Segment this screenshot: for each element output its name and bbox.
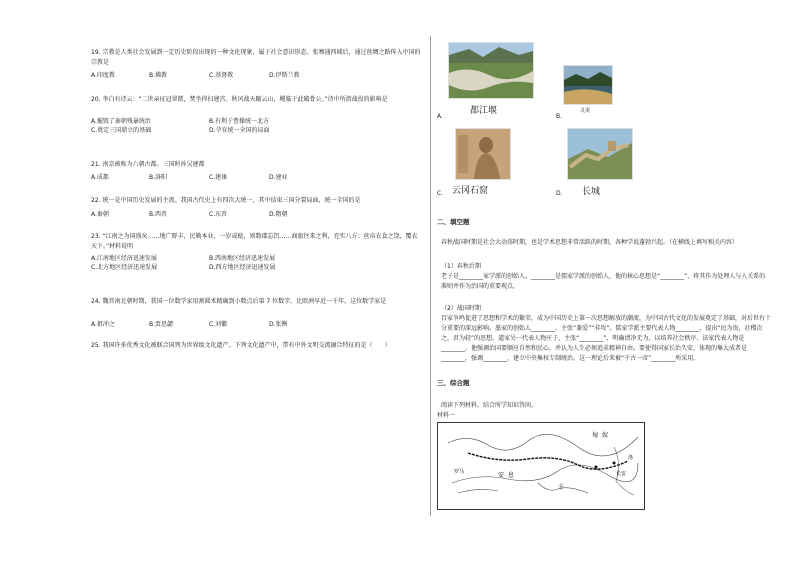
option-d[interactable]: D.西方地区经济迅速发展 — [209, 264, 276, 271]
buddha-statue-icon — [456, 129, 510, 179]
question-25 — [91, 341, 421, 351]
option-b[interactable]: B.佛教 — [149, 72, 168, 79]
map-label-nu: 奴 — [602, 432, 609, 439]
option-d[interactable]: D.张衡 — [269, 321, 288, 328]
map-label-xiong: 匈 — [592, 432, 599, 439]
picture-a-letter: A. — [437, 113, 443, 120]
question-text: 21. 南京被称为六朝古都。三国时孙吴建都 — [91, 161, 205, 168]
map-label-qian: 千 — [558, 484, 565, 491]
question-19 — [91, 48, 421, 68]
picture-a[interactable] — [448, 42, 534, 99]
option-d[interactable]: D.建业 — [269, 174, 288, 181]
section-2-sub1-title: （1）春秋后期 — [441, 263, 481, 270]
option-b[interactable]: B.有利于曹操统一北方 — [209, 118, 270, 125]
question-text: 19. 宗教是人类社会发展到一定历史阶段出现的一种文化现象，属于社会意识形态。张骞通西域后，通过丝绸之路传入中国的宗教是 — [91, 49, 421, 66]
option-d[interactable]: D.伊斯兰教 — [269, 72, 300, 79]
question-text: 23. “江南之为国盛矣……地广野丰，民勤本业，一岁或稔，则数郡忘饥……商旅往来之利，充实八方；丝帛衣食之饶，覆衣天下。”材料说明 — [91, 233, 418, 250]
map-label-luo: 洛 — [628, 455, 634, 461]
picture-b-letter: B. — [556, 113, 563, 120]
picture-c-letter: C. — [437, 190, 444, 197]
section-3-material: 材料一 — [437, 412, 456, 419]
section-2-intro: 春秋战国时期是社会大动荡时期，也是学术思想非常活跃的时期，各种学说蓬勃兴起。（在横线上填写相关内容） — [441, 239, 739, 246]
option-c[interactable]: C.建康 — [209, 174, 228, 181]
question-text: 20. 李白有诗云：“二世亲征冠翠微，焚坐捍扫建宫。秋风战天颐云山，飓临于此破骨公。”诗中所指战役的影响是 — [91, 96, 388, 103]
great-wall-icon — [568, 129, 632, 179]
canal-landscape-icon — [564, 66, 612, 104]
option-a[interactable]: A.摧毁了秦朝残暴统治 — [91, 118, 151, 125]
option-b[interactable]: B.西南地区经济迅速发展 — [209, 255, 276, 262]
river-landscape-icon — [449, 43, 533, 98]
silk-road-map — [437, 422, 645, 510]
option-a[interactable]: A.印度教 — [91, 72, 115, 79]
picture-a-label: 都江堰 — [470, 106, 498, 116]
section-2-sub2-title: （2）战国时期 — [441, 305, 481, 312]
option-a[interactable]: A.秦朝 — [91, 211, 109, 218]
section-3-prompt: 阅读下列材料，结合所学知识答问。 — [441, 402, 538, 409]
picture-b-label: 灵渠 — [580, 108, 591, 114]
question-24 — [91, 297, 421, 307]
map-label-changan: 长安 — [616, 471, 627, 477]
option-d[interactable]: D.隋朝 — [269, 211, 288, 218]
question-text: 22. 统一是中国历史发展的主流。我国古代史上有四次大统一，其中结束三国分裂局面，统一全国的是 — [91, 197, 361, 204]
option-b[interactable]: B.洛阳 — [149, 174, 168, 181]
question-21 — [91, 160, 421, 170]
map-label-xi: 息 — [508, 472, 515, 479]
map-label-an: 安 — [498, 472, 505, 479]
section-2-sub2-text: 百家争鸣促进了思想和学术的繁荣，成为中国历史上第一次思想解放的潮流，为中国古代文化的发展奠定了基础，对后世有十分重要的深远影响。墨家的创始人________，主张“兼爱”“非攻”。儒家学派主要代表人物________，提出“民为贵，社稷次之，君为轻”的思想。道家另一代表人物庄子，主张“________”，明确清净无为，以培养社会秩序。法家代表人物是________，他强调治国要顺应自然和民心，并认为人生必须追求精神自由。要使得国家长治久安，体现的集大成者是________，强调________，建立中央集权专制统治。这一理论后来被“千古一帝”________所采用。 — [441, 315, 772, 362]
picture-d-letter: D. — [556, 190, 563, 197]
question-text: 24. 魏晋南北朝时期，我国一位数学家用割圆术精确到小数点后第 7 位数字，比欧洲早近一千年。这位数学家是 — [91, 298, 387, 305]
section-2-title: 二、填空题 — [437, 218, 470, 226]
question-23 — [91, 232, 421, 252]
option-c[interactable]: C.刘徽 — [209, 321, 228, 328]
question-22 — [91, 196, 421, 206]
picture-c[interactable] — [455, 128, 511, 180]
map-label-rome: 罗马 — [454, 469, 465, 475]
question-text: 25. 我国许多优秀文化被联合国列为世界级文化遗产。下列文化遗产中，带有中外文明交流融合特征的是（ ） — [91, 342, 391, 349]
option-b[interactable]: B.贾思勰 — [149, 321, 174, 328]
option-a[interactable]: A.祖冲之 — [91, 321, 115, 328]
column-divider — [430, 36, 431, 516]
picture-d-label: 长城 — [582, 187, 601, 197]
option-d[interactable]: D.孕育统一全国的局面 — [209, 127, 270, 134]
picture-c-label: 云冈石窟 — [452, 186, 489, 196]
picture-b[interactable] — [563, 65, 613, 105]
question-20 — [91, 95, 421, 105]
option-c[interactable]: C.北方地区经济迅速发展 — [91, 264, 158, 271]
section-3-title: 三、综合题 — [437, 379, 470, 387]
option-a[interactable]: A.成都 — [91, 174, 109, 181]
option-a[interactable]: A.江南地区经济迅速发展 — [91, 255, 157, 262]
option-c[interactable]: C.东晋 — [209, 211, 228, 218]
map-icon — [438, 423, 644, 509]
option-b[interactable]: B.西晋 — [149, 211, 168, 218]
option-c[interactable]: C.基督教 — [209, 72, 234, 79]
section-2-sub1-text: 老子是________家学派的创始人。________是儒家学派的创始人，他的核心思想是“________”，将其作为处理人与人关系的准则并作为治国的重要观点。 — [441, 273, 766, 290]
picture-d[interactable] — [567, 128, 633, 180]
option-c[interactable]: C.奠定三国鼎立的基础 — [91, 127, 152, 134]
